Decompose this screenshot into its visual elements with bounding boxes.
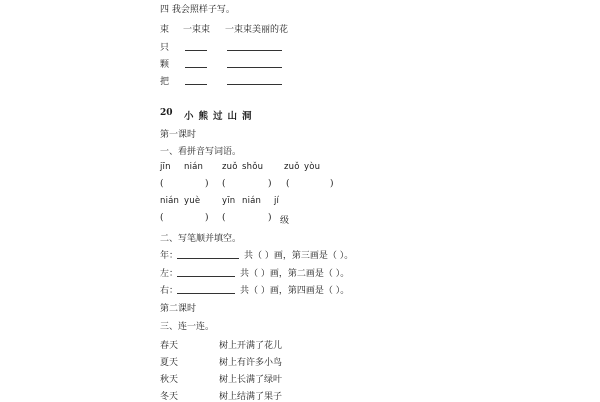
paren-open: ( <box>222 179 226 189</box>
stroke-order-blank[interactable] <box>177 276 235 277</box>
paren-open: ( <box>222 213 226 223</box>
blank-line[interactable] <box>227 50 282 51</box>
period-2-label: 第二课时 <box>160 304 197 314</box>
section4-heading: 四 我会照样子写。 <box>160 5 235 15</box>
paren-close: ) <box>268 213 272 223</box>
paren-open: ( <box>160 213 164 223</box>
blank-line[interactable] <box>185 84 207 85</box>
pinyin: yòu <box>304 162 321 172</box>
lesson-number: 20 <box>160 108 173 118</box>
pinyin: shǒu <box>242 162 264 172</box>
pinyin: zuǒ <box>284 162 300 172</box>
stroke-char-you: 右： <box>160 286 179 296</box>
question-2: 二、写笔顺并填空。 <box>160 234 242 244</box>
stroke-char-zuo: 左： <box>160 269 179 279</box>
season-winter[interactable]: 冬天 <box>160 392 179 402</box>
paren-close: ) <box>205 179 209 189</box>
question-3: 三、连一连。 <box>160 322 215 332</box>
question-1: 一、看拼音写词语。 <box>160 147 242 157</box>
desc-item[interactable]: 树上有许多小鸟 <box>219 358 283 368</box>
stroke-order-blank[interactable] <box>177 293 235 294</box>
season-spring[interactable]: 春天 <box>160 341 179 351</box>
paren-open: ( <box>160 179 164 189</box>
row-char-ba: 把 <box>160 77 170 87</box>
example-phrase-2: 一束束美丽的花 <box>225 25 289 35</box>
paren-open: ( <box>286 179 290 189</box>
stroke-tail: 共（ ）画，第三画是（ ）。 <box>244 251 354 261</box>
row-char-ke: 颗 <box>160 60 170 70</box>
blank-line[interactable] <box>227 67 282 68</box>
desc-item[interactable]: 树上结满了果子 <box>219 392 283 402</box>
season-autumn[interactable]: 秋天 <box>160 375 179 385</box>
row-char-zhi: 只 <box>160 43 170 53</box>
example-phrase-1: 一束束 <box>183 25 211 35</box>
desc-item[interactable]: 树上长满了绿叶 <box>219 375 283 385</box>
period-1-label: 第一课时 <box>160 130 197 140</box>
paren-close: ) <box>268 179 272 189</box>
pinyin: nián <box>160 196 180 206</box>
row2-suffix: 级 <box>280 216 290 226</box>
season-summer[interactable]: 夏天 <box>160 358 179 368</box>
pinyin: jí <box>274 196 280 206</box>
stroke-tail: 共（ ）画，第二画是（ ）。 <box>240 269 350 279</box>
pinyin: yuè <box>184 196 201 206</box>
pinyin: nián <box>242 196 262 206</box>
pinyin: jīn <box>160 162 171 172</box>
desc-item[interactable]: 树上开满了花儿 <box>219 341 283 351</box>
blank-line[interactable] <box>185 67 207 68</box>
pinyin: zuǒ <box>222 162 238 172</box>
pinyin: nián <box>184 162 204 172</box>
blank-line[interactable] <box>227 84 282 85</box>
blank-line[interactable] <box>185 50 207 51</box>
pinyin: yīn <box>222 196 236 206</box>
lesson-title: 小熊过山洞 <box>184 111 257 122</box>
stroke-tail: 共（ ）画，第四画是（ ）。 <box>240 286 350 296</box>
stroke-order-blank[interactable] <box>177 258 239 259</box>
example-char: 束 <box>160 25 170 35</box>
paren-close: ) <box>330 179 334 189</box>
paren-close: ) <box>205 213 209 223</box>
stroke-char-nian: 年： <box>160 251 179 261</box>
